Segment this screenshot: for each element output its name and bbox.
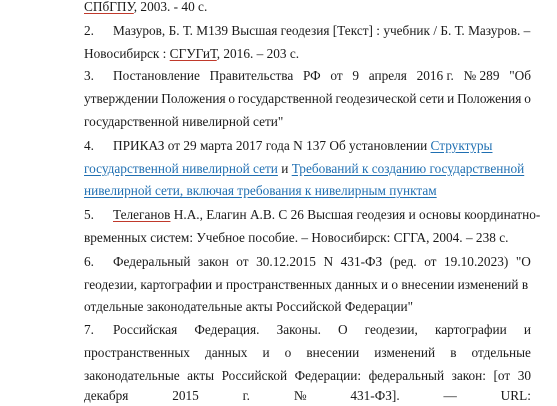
word: О <box>338 322 348 337</box>
word: акты <box>187 368 215 383</box>
ref-text: Новосибирск : <box>84 46 170 61</box>
justified-line <box>113 252 531 272</box>
ref-text: Мазуров, Б. Т. М139 Высшая геодезия [Текст] : учебник / Б. Т. Мазуров. – <box>113 23 531 38</box>
ref-1-line <box>84 0 557 17</box>
ref-number: 4. <box>84 138 94 153</box>
word: геодезии, <box>364 322 418 337</box>
ref-text: геодезии, картографии и пространственных данных и о внесении изменений в <box>84 277 529 292</box>
word: — <box>443 388 457 403</box>
word: 431-ФЗ]. <box>350 388 400 403</box>
word: данных <box>204 345 248 360</box>
word: [от <box>493 368 511 383</box>
ref-6-line-2 <box>84 275 557 295</box>
ref-text: , 2003. - 40 с. <box>133 0 208 14</box>
justified-line <box>84 343 531 363</box>
link-structure[interactable]: Структуры <box>430 138 493 153</box>
ref-2-line-1 <box>0 21 557 41</box>
author-name: Телеганов <box>113 207 171 222</box>
ref-7-line-2 <box>0 343 557 363</box>
word: декабря <box>84 388 129 403</box>
ref-text: Н.А., Елагин А.В. С 26 Высшая геодезия и основы координатно- <box>170 207 541 222</box>
word: Федерация. <box>194 322 260 337</box>
word: государственной <box>237 91 333 106</box>
word: 9 <box>352 68 360 83</box>
word: 30.12.2015 <box>256 254 316 269</box>
ref-3-line-3 <box>84 112 557 132</box>
word: Российской <box>221 368 288 383</box>
word: Законы. <box>276 322 321 337</box>
justified-line <box>113 320 531 340</box>
word: "Об <box>509 68 531 83</box>
word: 431-ФЗ <box>340 254 383 269</box>
word: закон: <box>451 368 486 383</box>
ref-text: ПРИКАЗ от 29 марта 2017 года N 137 Об установлении <box>113 138 431 153</box>
ref-3-line-1 <box>0 66 557 86</box>
word: № <box>293 388 307 403</box>
link-levelling-network[interactable]: государственной нивелирной сети <box>84 161 278 176</box>
word: Положения <box>457 91 522 106</box>
word: Положения <box>161 91 226 106</box>
ref-text: государственной нивелирной сети" <box>84 114 284 129</box>
word: N <box>323 254 334 269</box>
word: Российская <box>113 322 178 337</box>
link-requirements[interactable]: Требований к созданию государственной <box>291 161 525 176</box>
word: федеральный <box>368 368 445 383</box>
ref-number: 2. <box>84 23 94 38</box>
ref-4-line-3 <box>84 181 557 201</box>
word: пространственных <box>84 345 190 360</box>
ref-5-line-1 <box>0 205 557 225</box>
word: 2016 г. <box>416 68 454 83</box>
word: закон <box>197 254 229 269</box>
ref-text: временных систем: Учебное пособие. – Новосибирск: СГГА, 2004. – 238 с. <box>84 230 509 245</box>
word: РФ <box>303 68 321 83</box>
word: от <box>330 68 343 83</box>
word: изменений <box>374 345 436 360</box>
word: "О <box>515 254 531 269</box>
word: отдельные <box>471 345 531 360</box>
word: в <box>450 345 457 360</box>
word: от <box>424 254 437 269</box>
word: Правительства <box>209 68 294 83</box>
ref-6-line-1 <box>0 252 557 272</box>
ref-number: 5. <box>84 207 94 222</box>
ref-7-line-3 <box>0 366 557 386</box>
word: 19.10.2023) <box>444 254 509 269</box>
word: о <box>524 91 531 106</box>
justified-line <box>84 89 531 109</box>
word: (ред. <box>389 254 417 269</box>
word: и <box>523 322 531 337</box>
ref-number: 7. <box>84 322 94 337</box>
justified-line <box>113 66 531 86</box>
word: Федеральный <box>113 254 191 269</box>
ref-text: , 2016. – 203 с. <box>216 46 300 61</box>
justified-line <box>84 366 531 386</box>
word: сети <box>419 91 445 106</box>
ref-text: и <box>277 161 292 176</box>
ref-4-line-1 <box>0 136 557 156</box>
link-requirements-cont[interactable]: нивелирной сети, включая требования к нивелирным пунктам <box>84 183 437 198</box>
word: 2015 <box>172 388 199 403</box>
ref-2-line-2 <box>84 44 557 64</box>
justified-line <box>84 386 531 406</box>
word: внесении <box>306 345 360 360</box>
word: картографии <box>434 322 507 337</box>
word: утверждении <box>84 91 159 106</box>
word: URL: <box>500 388 531 403</box>
word: от <box>236 254 249 269</box>
word: и <box>447 91 455 106</box>
word: и <box>262 345 270 360</box>
ref-7-line-4 <box>0 386 557 406</box>
ref-text: отдельные законодательные акты Российской Федерации" <box>84 299 414 314</box>
word: Федерации: <box>294 368 362 383</box>
ref-4-line-2 <box>84 159 557 179</box>
word: 30 <box>517 368 531 383</box>
ref-5-line-2 <box>84 228 557 248</box>
org-name: СПбГПУ <box>84 0 134 14</box>
ref-7-line-1 <box>0 320 557 340</box>
word: Постановление <box>113 68 200 83</box>
org-name: СГУГиТ <box>169 46 217 61</box>
word: о <box>228 91 236 106</box>
ref-number: 6. <box>84 254 94 269</box>
ref-6-line-3 <box>84 297 557 317</box>
ref-number: 3. <box>84 68 94 83</box>
ref-3-line-2 <box>0 89 557 109</box>
word: геодезической <box>335 91 417 106</box>
word: № 289 <box>463 68 500 83</box>
word: законодательные <box>84 368 180 383</box>
word: апреля <box>368 68 407 83</box>
word: г. <box>242 388 250 403</box>
word: о <box>284 345 292 360</box>
